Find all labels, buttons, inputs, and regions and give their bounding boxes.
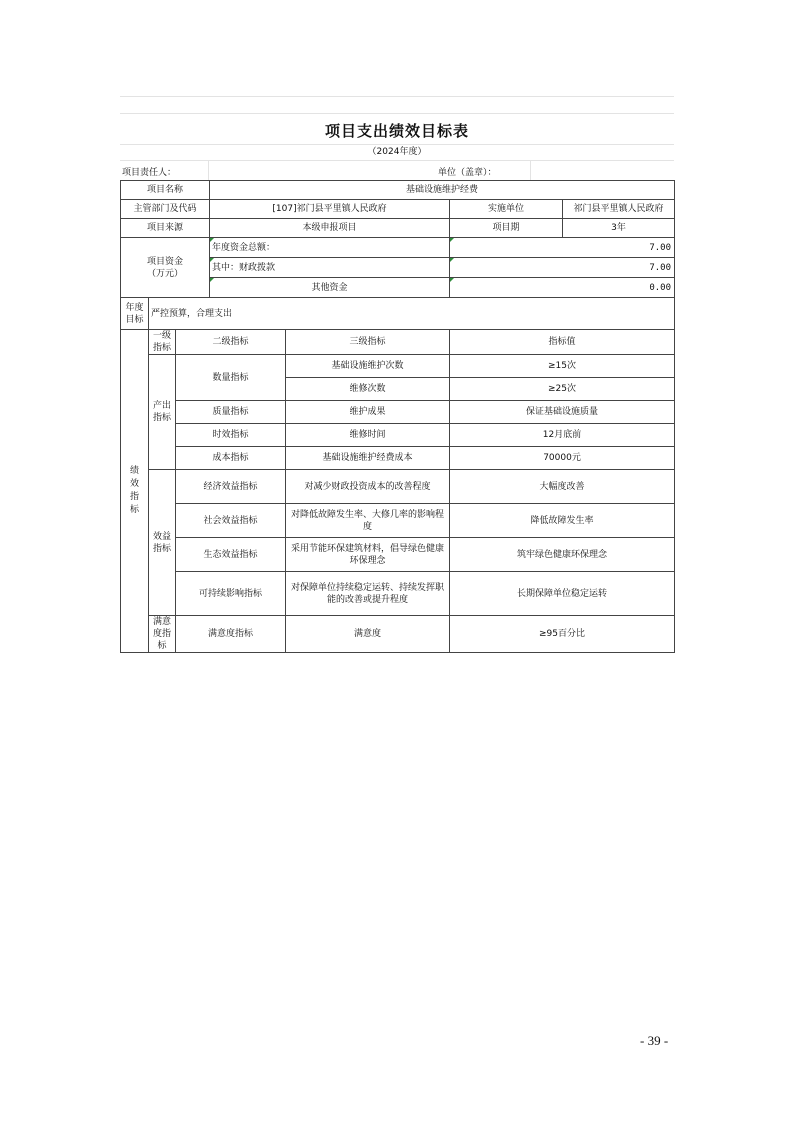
dept-row <box>121 200 675 219</box>
indicator-row <box>121 401 675 424</box>
grid-spacer <box>120 96 674 114</box>
project-name-value: 基础设施维护经费 <box>210 181 675 200</box>
level3-cell: 采用节能环保建筑材料，倡导绿色健康环保理念 <box>286 538 450 572</box>
perf-indicator-text: 绩效指标 <box>129 466 139 515</box>
indicator-row <box>121 504 675 538</box>
value-cell: 筑牢绿色健康环保理念 <box>450 538 675 572</box>
page-title: 项目支出绩效目标表 <box>324 122 469 140</box>
project-name-row <box>121 181 675 200</box>
indicator-row <box>121 424 675 447</box>
title-row <box>120 114 674 145</box>
value-cell: ≥15次 <box>450 355 675 378</box>
indicator-row <box>121 572 675 616</box>
level2-cell: 成本指标 <box>176 447 286 470</box>
header-level3: 三级指标 <box>286 330 450 355</box>
grid-line <box>530 161 531 180</box>
level3-cell: 对减少财政投资成本的改善程度 <box>286 470 450 504</box>
indicator-row <box>121 470 675 504</box>
funds-other-label: 其他资金 <box>210 278 450 298</box>
level2-cell: 数量指标 <box>176 355 286 401</box>
level3-cell: 对保障单位持续稳定运转、持续发挥职能的改善或提升程度 <box>286 572 450 616</box>
level2-cell: 社会效益指标 <box>176 504 286 538</box>
funds-label: 项目资金 （万元） <box>121 238 210 298</box>
satisfaction-indicator-label: 满意度指标 <box>149 616 176 653</box>
level3-cell: 维护成果 <box>286 401 450 424</box>
indicator-row <box>121 355 675 378</box>
funds-total-value: 7.00 <box>450 238 675 258</box>
unit-stamp-label: 单位（盖章）： <box>438 168 497 178</box>
impl-unit-value: 祁门县平里镇人民政府 <box>563 200 675 219</box>
value-cell: ≥95百分比 <box>450 616 675 653</box>
header-level1: 一级指标 <box>149 330 176 355</box>
level2-cell: 时效指标 <box>176 424 286 447</box>
annual-goal-row <box>121 298 675 330</box>
source-label: 项目来源 <box>121 219 210 238</box>
value-cell: 12月底前 <box>450 424 675 447</box>
value-cell: ≥25次 <box>450 378 675 401</box>
source-value: 本级申报项目 <box>210 219 450 238</box>
level3-cell: 基础设施维护次数 <box>286 355 450 378</box>
dept-value: [107]祁门县平里镇人民政府 <box>210 200 450 219</box>
benefit-indicator-label: 效益指标 <box>149 470 176 616</box>
impl-unit-label: 实施单位 <box>450 200 563 219</box>
level3-cell: 对降低故障发生率、大修几率的影响程度 <box>286 504 450 538</box>
responsible-row <box>120 161 674 180</box>
perf-indicator-label <box>121 330 149 653</box>
level2-cell: 经济效益指标 <box>176 470 286 504</box>
performance-target-sheet <box>120 96 674 653</box>
page-number: - 39 - <box>640 1033 669 1048</box>
value-cell: 保证基础设施质量 <box>450 401 675 424</box>
annual-goal-text: 严控预算，合理支出 <box>149 298 675 330</box>
grid-line <box>208 161 209 180</box>
indicator-header-row <box>121 330 675 355</box>
level3-cell: 满意度 <box>286 616 450 653</box>
year-label: （2024年度） <box>120 145 674 161</box>
level2-cell: 满意度指标 <box>176 616 286 653</box>
value-cell: 长期保障单位稳定运转 <box>450 572 675 616</box>
target-table <box>120 180 675 653</box>
project-name-label: 项目名称 <box>121 181 210 200</box>
level2-cell: 可持续影响指标 <box>176 572 286 616</box>
value-cell: 大幅度改善 <box>450 470 675 504</box>
period-label: 项目期 <box>450 219 563 238</box>
funds-fiscal-label: 其中：财政拨款 <box>210 258 450 278</box>
level3-cell: 维修时间 <box>286 424 450 447</box>
level3-cell: 维修次数 <box>286 378 450 401</box>
output-indicator-label: 产出指标 <box>149 355 176 470</box>
indicator-row <box>121 538 675 572</box>
responsible-label: 项目责任人： <box>122 168 177 178</box>
indicator-row <box>121 447 675 470</box>
value-cell: 降低故障发生率 <box>450 504 675 538</box>
level3-cell: 基础设施维护经费成本 <box>286 447 450 470</box>
dept-label: 主管部门及代码 <box>121 200 210 219</box>
indicator-row <box>121 616 675 653</box>
source-row <box>121 219 675 238</box>
period-value: 3年 <box>563 219 675 238</box>
funds-fiscal-value: 7.00 <box>450 258 675 278</box>
funds-total-label: 年度资金总额： <box>210 238 450 258</box>
funds-total-row <box>121 238 675 258</box>
level2-cell: 生态效益指标 <box>176 538 286 572</box>
value-cell: 70000元 <box>450 447 675 470</box>
funds-other-value: 0.00 <box>450 278 675 298</box>
header-value: 指标值 <box>450 330 675 355</box>
header-level2: 二级指标 <box>176 330 286 355</box>
annual-goal-label: 年度目标 <box>121 298 149 330</box>
level2-cell: 质量指标 <box>176 401 286 424</box>
